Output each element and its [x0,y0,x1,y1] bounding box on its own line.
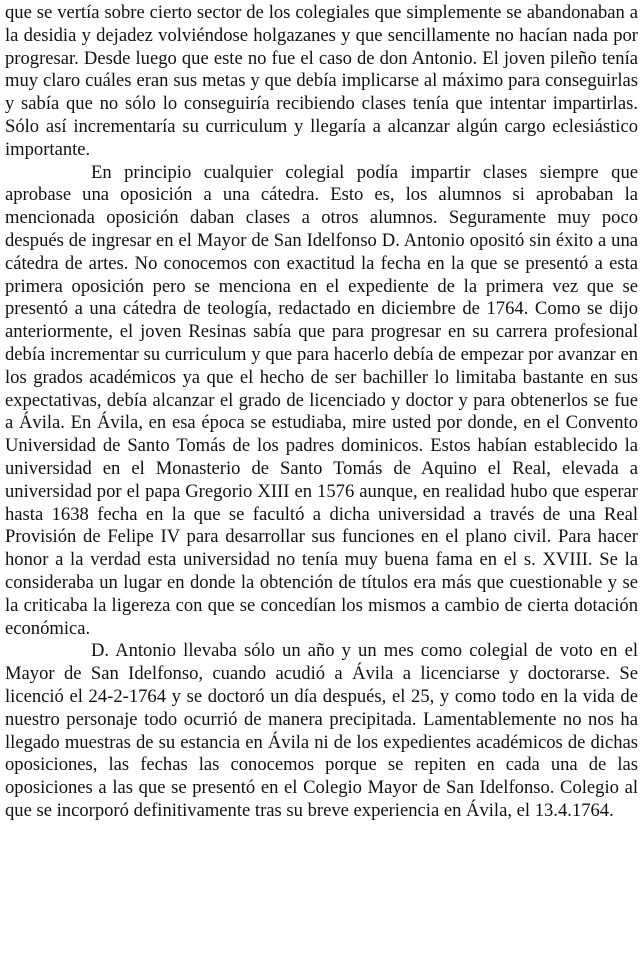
paragraph-1: que se vertía sobre cierto sector de los colegiales que simplemente se abandonaban a la desidia y dejadez volviéndose holgazanes y que sencillamente no hacían nada por progresar. Desde luego que este no fue el caso de don Antonio. El joven pileño tenía muy claro cuáles eran sus metas y que debía implicarse al máximo para conseguirlas y sabía que no sólo lo conseguiría recibiendo clases tenía que intentar impartirlas. Sólo así incrementaría su curriculum y llegaría a alcanzar algún cargo eclesiástico importante. [5,2,638,160]
paragraph-3: D. Antonio llevaba sólo un año y un mes como colegial de voto en el Mayor de San Idelfonso, cuando acudió a Ávila a licenciarse y doctorarse. Se licenció el 24-2-1764 y se doctoró un día después, el 25, y como todo en la vida de nuestro personaje todo ocurrió de manera precipitada. Lamentablemente no nos ha llegado muestras de su estancia en Ávila ni de los expedientes académicos de dichas oposiciones, las fechas las conocemos porque se repiten en cada una de las oposiciones a las que se presentó en el Colegio Mayor de San Idelfonso. Colegio al que se incorporó definitivamente tras su breve experiencia en Ávila, el 13.4.1764. [5,640,638,821]
paragraph-2: En principio cualquier colegial podía impartir clases siempre que aprobase una oposición a una cátedra. Esto es, los alumnos si aprobaban la mencionada oposición daban clases a otros alumnos. Seguramente muy poco después de ingresar en el Mayor de San Idelfonso D. Antonio opositó sin éxito a una cátedra de artes. No conocemos con exactitud la fecha en la que se presentó a esta primera oposición pero se menciona en el expediente de la primera vez que se presentó a una cátedra de teología, redactado en diciembre de 1764. Como se dijo anteriormente, el joven Resinas sabía que para progresar en su carrera profesional debía incrementar su curriculum y que para hacerlo debía de empezar por avanzar en los grados académicos ya que el hecho de ser bachiller lo limitaba bastante en sus expectativas, debía alcanzar el grado de licenciado y doctor y para obtenerlos se fue a Ávila. En Ávila, en esa época se estudiaba, mire usted por donde, en el Convento Universidad de Santo Tomás de los padres dominicos. Estos habían establecido la universidad en el Monasterio de Santo Tomás de Aquino el Real, elevada a universidad por el papa Gregorio XIII en 1576 aunque, en realidad hubo que esperar hasta 1638 fecha en la que se facultó a dicha universidad a través de una Real Provisión de Felipe IV para desarrollar sus funciones en el plano civil. Para hacer honor a la verdad esta universidad no tenía muy buena fama en el s. XVIII. Se la consideraba un lugar en donde la obtención de títulos era más que cuestionable y se la criticaba la ligereza con que se concedían los mismos a cambio de cierta dotación económica. [5,161,638,639]
document-page [5,2,638,823]
